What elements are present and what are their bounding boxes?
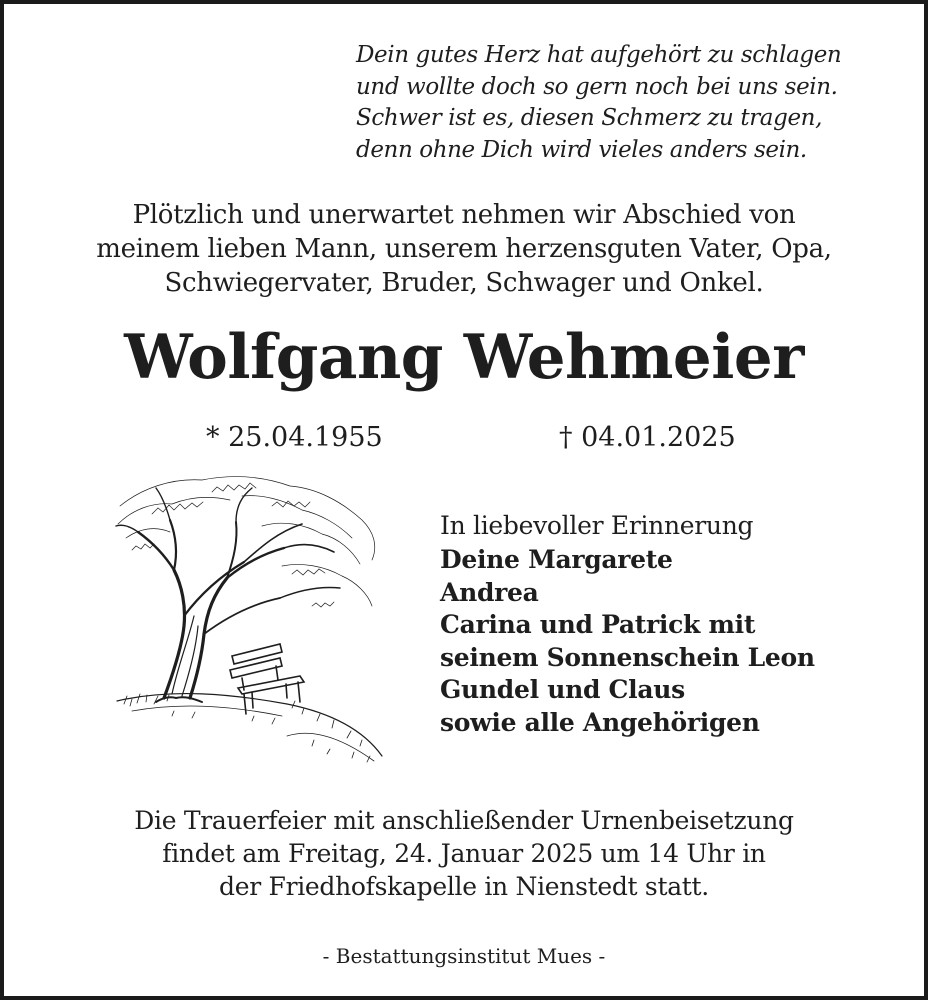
mourner-name: Carina und Patrick mit (440, 610, 756, 639)
tree-with-bench-icon (112, 466, 387, 771)
memorial-poem (356, 40, 841, 166)
service-line: findet am Freitag, 24. Januar 2025 um 14 Uhr in (162, 839, 766, 868)
announcement-text (4, 198, 924, 300)
undertaker-credit: - Bestattungsinstitut Mues - (322, 944, 606, 968)
mourner-name: Deine Margarete (440, 545, 673, 574)
poem-line: Dein gutes Herz hat aufgehört zu schlagen (356, 42, 842, 68)
mourner-name: seinem Sonnenschein Leon (440, 642, 815, 672)
mourners-list (440, 544, 815, 739)
birth-date: * 25.04.1955 (206, 422, 383, 453)
mourner-name: sowie alle Angehörigen (440, 707, 760, 737)
announcement-line: Schwiegervater, Bruder, Schwager und Onkel. (164, 268, 764, 298)
poem-line: denn ohne Dich wird vieles anders sein. (356, 136, 807, 163)
poem-line: Schwer ist es, diesen Schmerz zu tragen, (356, 105, 822, 131)
mourner-name: Andrea (440, 577, 539, 607)
mourner-name: Gundel und Claus (440, 675, 685, 704)
announcement-line: meinem lieben Mann, unserem herzensguten Vater, Opa, (96, 234, 832, 264)
service-line: Die Trauerfeier mit anschließender Urnenbeisetzung (134, 806, 794, 835)
death-date: † 04.01.2025 (559, 422, 736, 453)
mourners-block (440, 508, 815, 739)
service-line: der Friedhofskapelle in Nienstedt statt. (219, 872, 709, 901)
funeral-service-info (4, 804, 924, 903)
announcement-line: Plötzlich und unerwartet nehmen wir Abschied von (132, 200, 796, 230)
poem-line: und wollte doch so gern noch bei uns sein. (356, 73, 838, 100)
deceased-name: Wolfgang Wehmeier (124, 322, 804, 393)
mourners-lead: In liebevoller Erinnerung (440, 511, 754, 540)
